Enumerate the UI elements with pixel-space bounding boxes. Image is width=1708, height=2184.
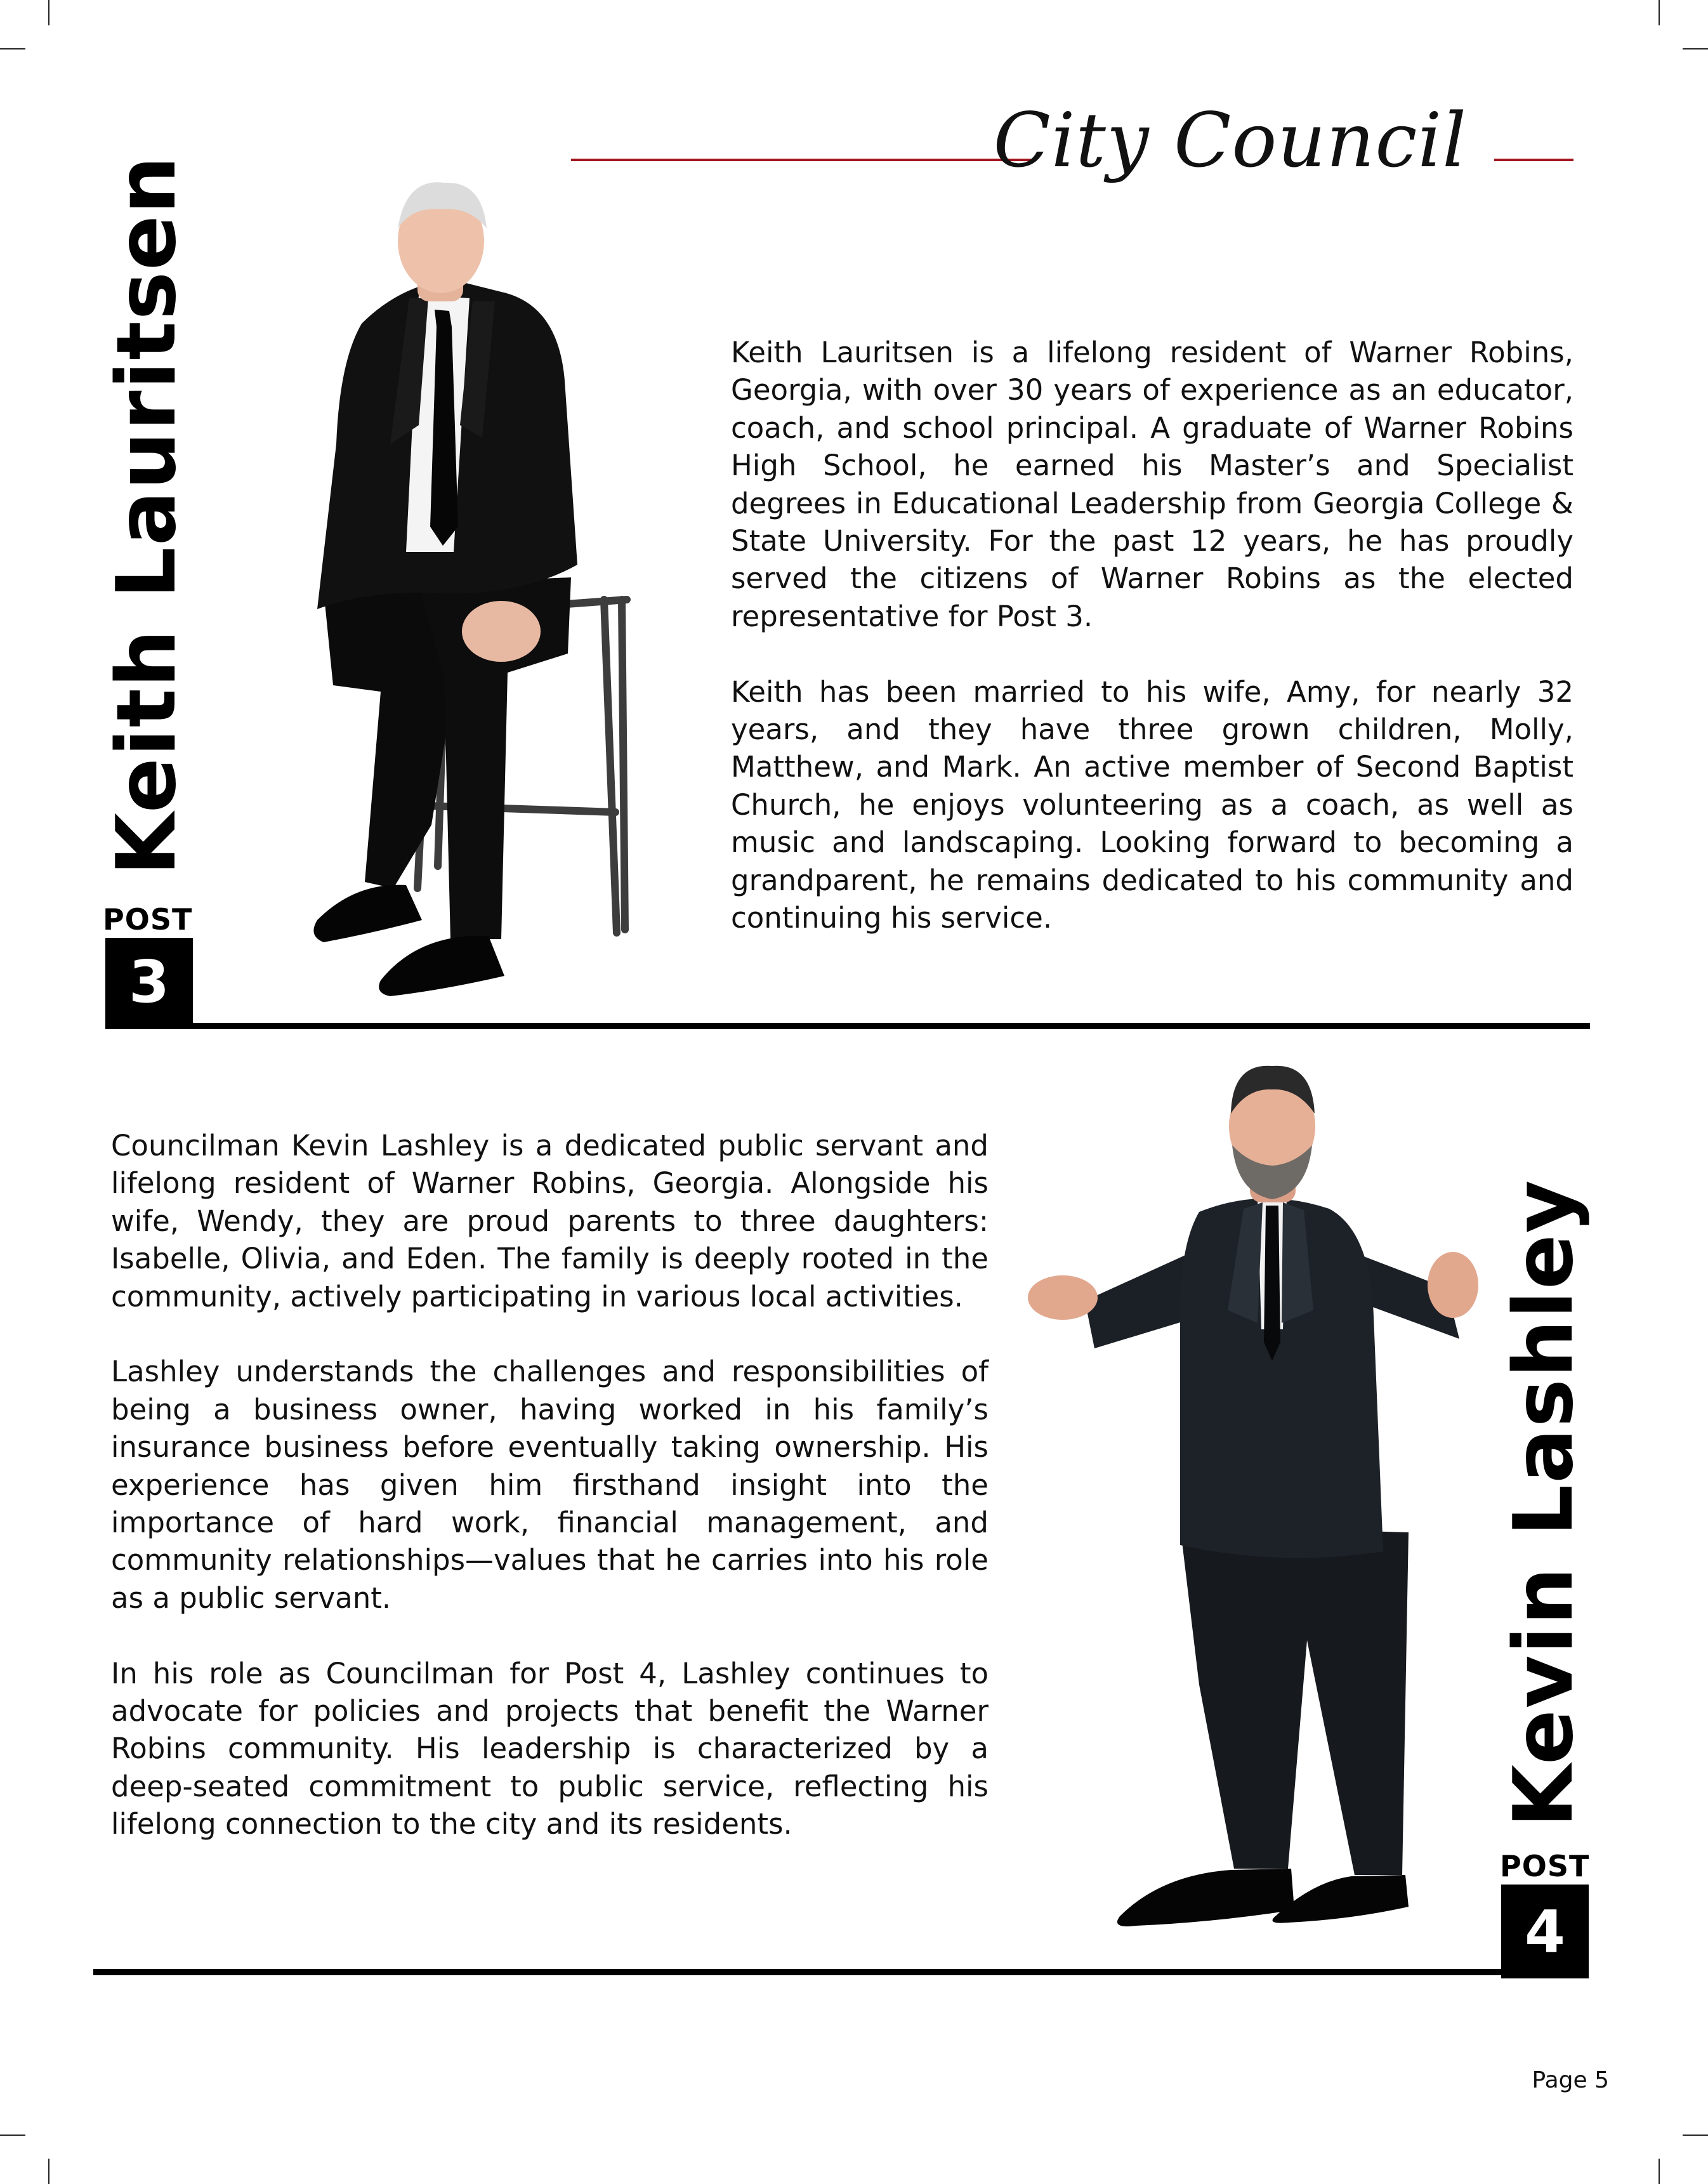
crop-mark xyxy=(0,48,25,49)
section-divider xyxy=(105,1023,1590,1029)
person-standing-arms-open-icon xyxy=(1009,1050,1504,1932)
header-rule-left xyxy=(571,159,1034,161)
header-rule-right xyxy=(1494,159,1573,161)
member-name-vertical: Kevin Lashley xyxy=(1497,1178,1591,1827)
crop-mark xyxy=(0,2135,25,2136)
page-title: City Council xyxy=(993,96,1467,184)
member-bio xyxy=(731,334,1573,937)
crop-mark xyxy=(48,2159,49,2184)
bio-paragraph: Lashley understands the challenges and responsibilities of being a business owner, having worked in his family’s insurance business before eventually taking ownership. His experience has given him firsthand insight into the importance of hard work, financial management, and community relationships—values that he carries into his role as a public servant. xyxy=(111,1355,989,1615)
post-number-badge: 4 xyxy=(1501,1885,1589,1978)
bio-paragraph: In his role as Councilman for Post 4, Lashley continues to advocate for policies and projects that benefit the Warner Robins community. His leadership is characterized by a deep-seated commitment to public service, reflecting his lifelong connection to the city and its residents. xyxy=(111,1656,989,1841)
bio-paragraph: Councilman Kevin Lashley is a dedicated public servant and lifelong resident of Warner Robins, Georgia. Alongside his wife, Wendy, they are proud parents to three daughters: Isabelle, Olivia, and Eden. The family is deeply rooted in the community, actively participating in various local activities. xyxy=(111,1129,989,1313)
crop-mark xyxy=(1683,2135,1708,2136)
bio-paragraph: Keith has been married to his wife, Amy, for nearly 32 years, and they have three grown children, Molly, Matthew, and Mark. An active member of Second Baptist Church, he enjoys volunteering as a coach, as well as music and landscaping. Looking forward to becoming a grandparent, he remains dedicated to his community and continuing his service. xyxy=(731,674,1573,935)
crop-mark xyxy=(1659,0,1660,25)
page-number: Page 5 xyxy=(1532,2067,1609,2093)
section-divider xyxy=(93,1969,1578,1975)
crop-mark xyxy=(1659,2159,1660,2184)
bio-paragraph: Keith Lauritsen is a lifelong resident of Warner Robins, Georgia, with over 30 years of experience as an educator, coach, and school principal. A graduate of Warner Robins High School, he earned his Master’s and Specialist degrees in Educational Leadership from Georgia College & State University. For the past 12 years, he has proudly served the citizens of Warner Robins as the elected representative for Post 3. xyxy=(731,336,1573,633)
post-label: POST xyxy=(103,902,193,937)
post-label: POST xyxy=(1500,1849,1590,1883)
crop-mark xyxy=(1683,48,1708,49)
member-bio xyxy=(111,1127,989,1843)
member-name-vertical: Keith Lauritsen xyxy=(100,155,194,876)
post-number-badge: 3 xyxy=(105,938,193,1025)
person-seated-on-stool-icon xyxy=(279,171,634,1009)
crop-mark xyxy=(48,0,49,25)
